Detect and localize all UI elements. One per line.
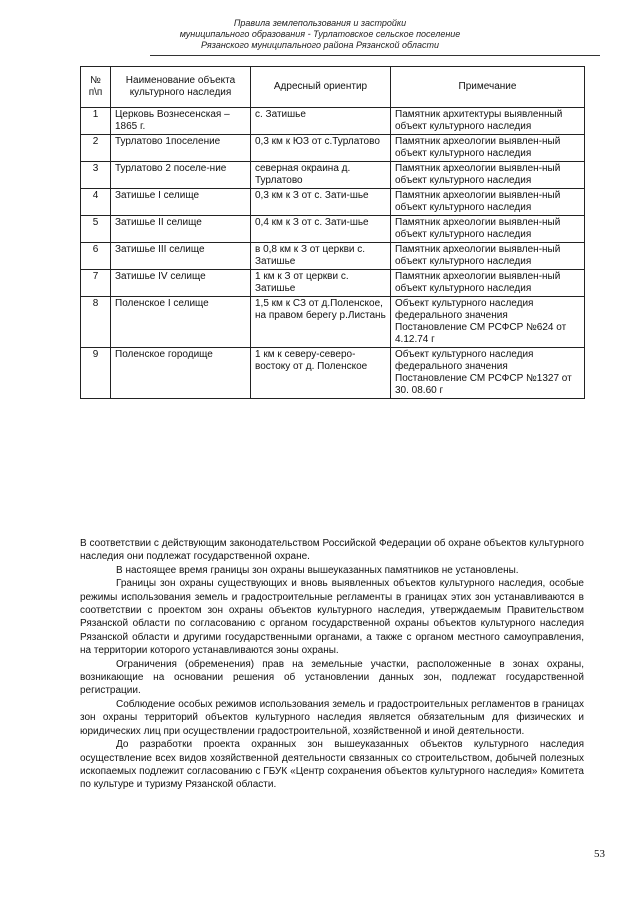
object-address: северная окраина д. Турлатово	[251, 162, 391, 189]
object-address: 1,5 км к СЗ от д.Поленское, на правом берегу р.Листань	[251, 297, 391, 348]
object-address: в 0,8 км к З от церкви с. Затишье	[251, 243, 391, 270]
object-address: с. Затишье	[251, 108, 391, 135]
object-name: Поленское I селище	[111, 297, 251, 348]
object-note: Памятник археологии выявлен-ный объект культурного наследия	[391, 135, 585, 162]
object-address: 1 км к северу-северо-востоку от д. Поленское	[251, 348, 391, 399]
row-number: 5	[81, 216, 111, 243]
header-line-2: муниципального образования - Турлатовское сельское поселение	[179, 29, 461, 39]
object-name: Поленское городище	[111, 348, 251, 399]
object-note: Памятник археологии выявлен-ный объект культурного наследия	[391, 189, 585, 216]
object-note: Памятник археологии выявлен-ный объект культурного наследия	[391, 270, 585, 297]
object-note: Памятник археологии выявлен-ный объект культурного наследия	[391, 162, 585, 189]
header-line-3: Рязанского муниципального района Рязанской области	[201, 40, 439, 50]
object-note: Памятник археологии выявлен-ный объект культурного наследия	[391, 243, 585, 270]
row-number: 9	[81, 348, 111, 399]
column-header-address: Адресный ориентир	[251, 67, 391, 108]
object-name: Затишье IV селище	[111, 270, 251, 297]
body-text	[80, 537, 584, 792]
object-name: Турлатово 1поселение	[111, 135, 251, 162]
object-address: 0,3 км к ЮЗ от с.Турлатово	[251, 135, 391, 162]
object-name: Затишье II селище	[111, 216, 251, 243]
header-line-1: Правила землепользования и застройки	[233, 18, 407, 28]
table-row	[81, 216, 585, 243]
row-number: 4	[81, 189, 111, 216]
object-note: Памятник археологии выявлен-ный объект культурного наследия	[391, 216, 585, 243]
heritage-table	[80, 66, 585, 399]
row-number: 3	[81, 162, 111, 189]
header-divider	[150, 55, 600, 56]
column-header-note: Примечание	[391, 67, 585, 108]
object-note: Памятник архитектуры выявленный объект культурного наследия	[391, 108, 585, 135]
table-row	[81, 270, 585, 297]
paragraph: В соответствии с действующим законодательством Российской Федерации об охране объектов культурного наследия они подлежат государственной охране.	[80, 538, 584, 563]
table-row	[81, 297, 585, 348]
object-note: Объект культурного наследия федерального значения Постановление СМ РСФСР №624 от 4.12.74 г	[391, 297, 585, 348]
table-row	[81, 135, 585, 162]
paragraph: Границы зон охраны существующих и вновь выявленных объектов культурного наследия, особые режимы использования земель и градостроительные регламенты в границах этих зон устанавливаются в соответствии с проектом зон охраны объектов культурного наследия, утверждаемым Правительством Рязанской области по согласованию с органом государственной охраны объектов культурного наследия Рязанской области и другими государственными органами, а также с органом местного самоуправления, на территории которого устанавливаются зоны охраны.	[80, 578, 584, 657]
object-note: Объект культурного наследия федерального значения Постановление СМ РСФСР №1327 от 30. 08.60 г	[391, 348, 585, 399]
object-name: Церковь Вознесенская – 1865 г.	[111, 108, 251, 135]
column-header-name: Наименование объекта культурного наследия	[111, 67, 251, 108]
table-row	[81, 348, 585, 399]
object-name: Турлатово 2 поселе-ние	[111, 162, 251, 189]
table-row	[81, 243, 585, 270]
page-number: 53	[594, 848, 605, 860]
object-name: Затишье I селище	[111, 189, 251, 216]
table-row	[81, 189, 585, 216]
table-header-row	[81, 67, 585, 108]
object-address: 1 км к З от церкви с. Затишье	[251, 270, 391, 297]
paragraph: До разработки проекта охранных зон вышеуказанных объектов культурного наследия осуществление всех видов хозяйственной деятельности связанных со строительством, добычей полезных ископаемых подлежит согласованию с ГБУК «Центр сохранения объектов культурного наследия» Комитета по культуре и туризму Рязанской области.	[80, 739, 584, 791]
paragraph: Соблюдение особых режимов использования земель и градостроительных регламентов в границах зон охраны территорий объектов культурного наследия является обязательным для физических и юридических лиц при осуществлении градостроительной, хозяйственной и иной деятельности.	[80, 698, 584, 737]
row-number: 6	[81, 243, 111, 270]
column-header-number: № п\п	[81, 67, 111, 108]
row-number: 2	[81, 135, 111, 162]
row-number: 8	[81, 297, 111, 348]
table-row	[81, 108, 585, 135]
paragraph: В настоящее время границы зон охраны вышеуказанных памятников не установлены.	[116, 564, 519, 576]
object-name: Затишье III селище	[111, 243, 251, 270]
object-address: 0,4 км к З от с. Зати-шье	[251, 216, 391, 243]
page-header	[0, 18, 640, 51]
row-number: 1	[81, 108, 111, 135]
paragraph: Ограничения (обременения) прав на земельные участки, расположенные в зонах охраны, возникающие на основании решения об установлении данных зон, подлежат государственной регистрации.	[80, 658, 584, 697]
object-address: 0,3 км к З от с. Зати-шье	[251, 189, 391, 216]
row-number: 7	[81, 270, 111, 297]
table-row	[81, 162, 585, 189]
